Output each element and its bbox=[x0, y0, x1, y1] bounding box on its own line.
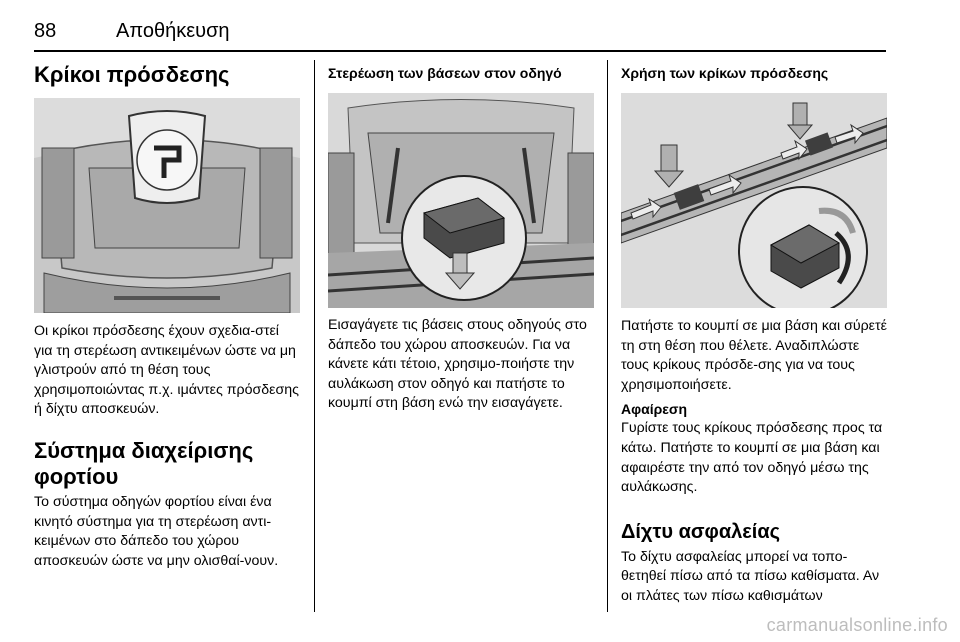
heading-using-rings: Χρήση των κρίκων πρόσδεσης bbox=[621, 65, 829, 81]
rail-base-insertion-illustration bbox=[328, 93, 594, 308]
watermark: carmanualsonline.info bbox=[766, 615, 948, 635]
subheading-removal: Αφαίρεση bbox=[621, 401, 688, 418]
column-1 bbox=[34, 62, 300, 571]
heading-safety-net: Δίχτυ ασφαλείας bbox=[621, 520, 781, 543]
column-3 bbox=[621, 62, 887, 607]
header-rule bbox=[34, 50, 886, 52]
ring-sliding-illustration bbox=[621, 93, 887, 308]
section-title: Αποθήκευση bbox=[116, 20, 230, 42]
heading-load-management: Σύστημα διαχείρισης φορτίου bbox=[34, 437, 254, 489]
column-2 bbox=[328, 62, 594, 414]
body-text-using-rings: Πατήστε το κουμπί σε μια βάση και σύρετέ τη στη θέση που θέλετε. Αναδιπλώστε τους κρίκους πρόσδε-σης για να τους χρησιμοποιήσετε. bbox=[621, 318, 887, 393]
body-text-tie-down: Οι κρίκοι πρόσδεσης έχουν σχεδια-στεί για τη στερέωση αντικειμένων ώστε να μη γλιστρούν από τη θέση τους χρησιμοποιώντας π.χ. ιμάντες πρόσδεσης ή δίχτυ αποσκευών. bbox=[34, 323, 299, 418]
body-text-removal: Γυρίστε τους κρίκους πρόσδεσης προς τα κάτω. Πατήστε το κουμπί σε μια βάση και αφαιρέστε την από τον οδηγό μέσω της αυλάκωσης. bbox=[621, 420, 883, 496]
page-number: 88 bbox=[34, 20, 57, 42]
heading-tie-down-rings: Κρίκοι πρόσδεσης bbox=[34, 62, 230, 87]
column-divider-1 bbox=[314, 60, 315, 612]
body-text-fixing-bases: Εισαγάγετε τις βάσεις στους οδηγούς στο δάπεδο του χώρου αποσκευών. Για να κάνετε κάτι τέτοιο, χρησιμο-ποιήστε την αυλάκωση στον οδηγό και πατήστε το κουμπί στη βάση ενώ την εισαγάγετε. bbox=[328, 317, 587, 412]
column-divider-2 bbox=[607, 60, 608, 612]
heading-fixing-bases: Στερέωση των βάσεων στον οδηγό bbox=[328, 65, 562, 81]
trunk-tie-down-illustration bbox=[34, 98, 300, 313]
body-text-safety-net: Το δίχτυ ασφαλείας μπορεί να τοπο-θετηθεί πίσω από τα πίσω καθίσματα. Αν οι πλάτες των πίσω καθισμάτων bbox=[621, 548, 880, 604]
body-text-load-management: Το σύστημα οδηγών φορτίου είναι ένα κινητό σύστημα για τη στερέωση αντι-κειμένων στο δάπεδο του χώρου αποσκευών ώστε να μην ολισθαί-νουν. bbox=[34, 493, 279, 569]
